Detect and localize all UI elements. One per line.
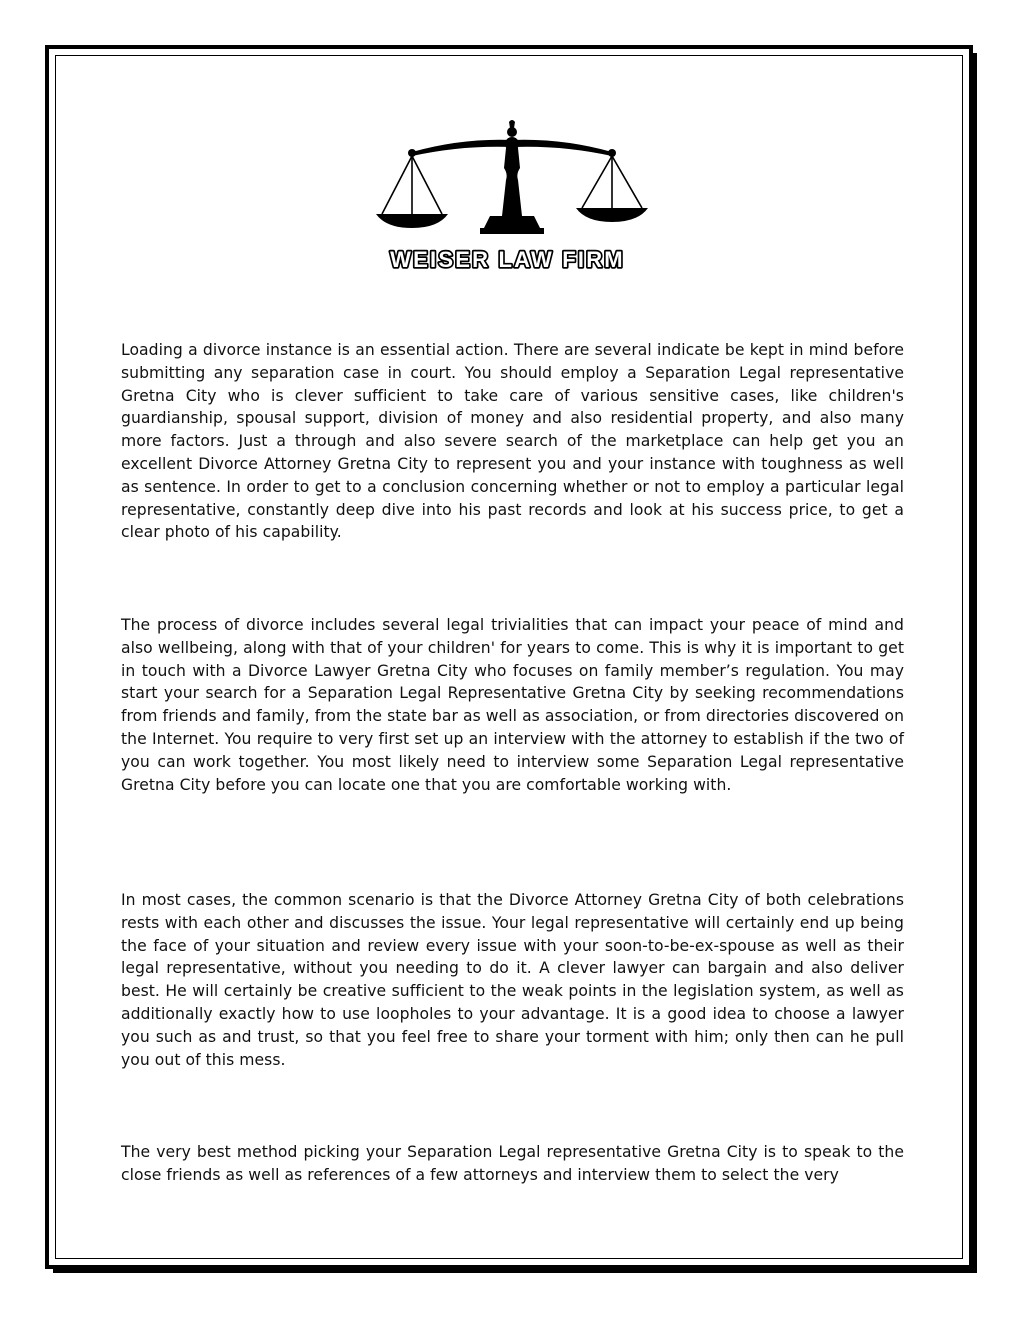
body-paragraph-1: Loading a divorce instance is an essential action. There are several indicate be kept in mind before submitting any separation case in court. You should employ a Separation Legal representative Gretna City who is clever sufficient to take care of various sensitive cases, like children's guardianship, spousal support, division of money and also residential property, and also many more factors. Just a through and also severe search of the marketplace can help get you an excellent Divorce Attorney Gretna City to represent you and your instance with toughness as well as sentence. In order to get to a conclusion concerning whether or not to employ a particular legal representative, constantly deep dive into his past records and look at his success price, to get a clear photo of his capability.	[121, 341, 904, 542]
body-paragraph-4: The very best method picking your Separation Legal representative Gretna City is to speak to the close friends as well as references of a few attorneys and interview them to select the very	[121, 1143, 904, 1184]
logo-text: WEISER LAW FIRM	[390, 247, 625, 272]
body-paragraph-3: In most cases, the common scenario is that the Divorce Attorney Gretna City of both celebrations rests with each other and discusses the issue. Your legal representative will certainly end up being the face of your situation and review every issue with your soon-to-be-ex-spouse as well as their legal representative, without you needing to do it. A clever lawyer can bargain and also deliver best. He will certainly be creative sufficient to the weak points in the legislation system, as well as additionally exactly how to use loopholes to your advantage. It is a good idea to choose a lawyer you such as and trust, so that you feel free to share your torment with him; only then can he pull you out of this mess.	[121, 891, 904, 1069]
scales-of-justice-icon	[372, 118, 652, 238]
body-paragraph-2: The process of divorce includes several legal trivialities that can impact your peace of mind and also wellbeing, along with that of your children' for years to come. This is why it is important to get in touch with a Divorce Lawyer Gretna City who focuses on family member’s regulation. You may start your search for a Separation Legal Representative Gretna City by seeking recommendations from friends and family, from the state bar as well as association, or from directories discovered on the Internet. You require to very first set up an interview with the attorney to establish if the two of you can work together. You most likely need to interview some Separation Legal representative Gretna City before you can locate one that you are comfortable working with.	[121, 616, 904, 794]
firm-name-logo-text	[325, 246, 690, 274]
